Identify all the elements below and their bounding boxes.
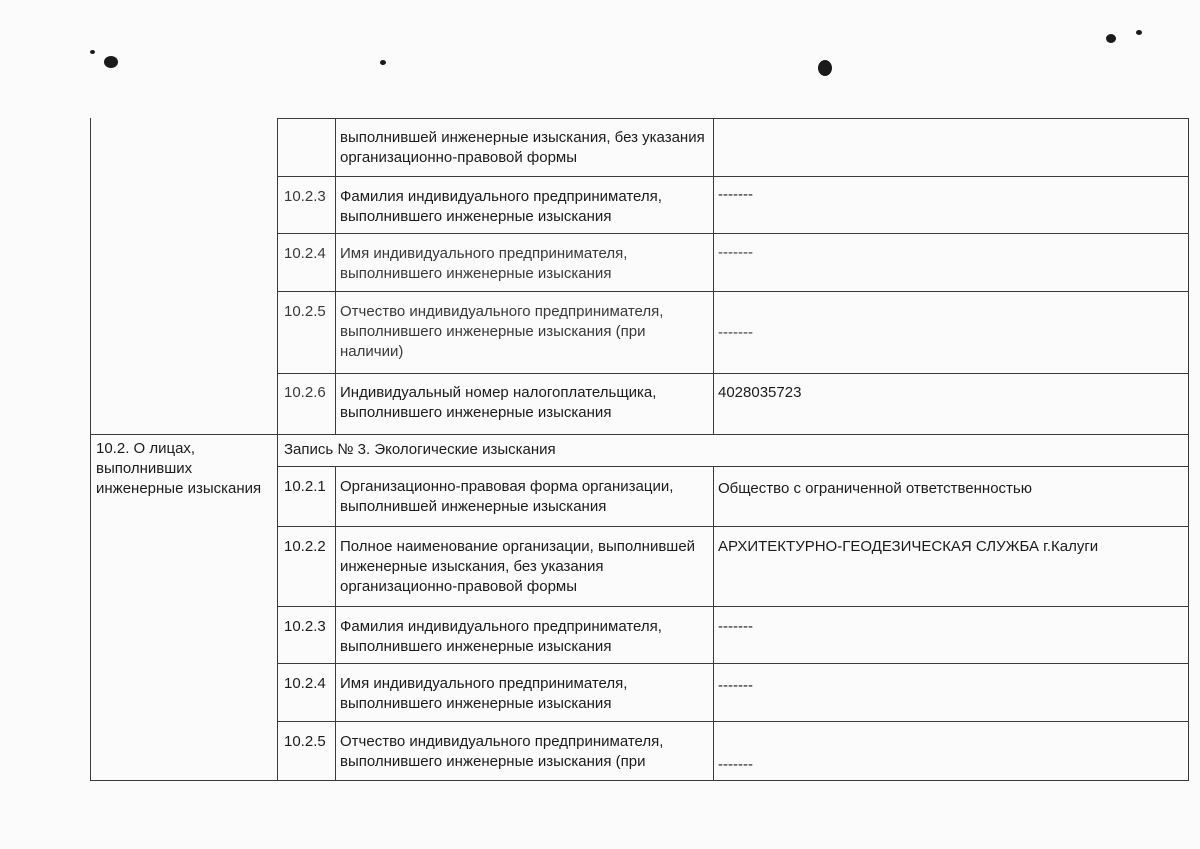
table-border [277, 606, 1189, 607]
ink-speck [1136, 30, 1142, 35]
row-number: 10.2.6 [284, 384, 326, 401]
row-label: Имя индивидуального предпринимателя, выполнившего инженерные изыскания [340, 675, 628, 712]
row-label: Полное наименование организации, выполнившей инженерные изыскания, без указания организационно-правовой формы [340, 538, 696, 595]
row-label: Отчество индивидуального предпринимателя, выполнившего инженерные изыскания (при наличии) [340, 303, 664, 360]
table-border [90, 434, 1189, 435]
table-border [277, 663, 1189, 664]
row-value: АРХИТЕКТУРНО-ГЕОДЕЗИЧЕСКАЯ СЛУЖБА г.Калуги [718, 538, 1099, 555]
table-border [277, 118, 278, 780]
row-value: ------- [718, 677, 753, 694]
row-number: 10.2.5 [284, 303, 326, 320]
row-number: 10.2.4 [284, 675, 326, 692]
row-number: 10.2.3 [284, 188, 326, 205]
row-number: 10.2.3 [284, 618, 326, 635]
row-value: ------- [718, 324, 753, 341]
ink-speck [380, 60, 386, 65]
table-border [277, 721, 1189, 722]
section-label: 10.2. О лицах, выполнивших инженерные изыскания [96, 440, 262, 497]
row-value: 4028035723 [718, 384, 802, 401]
row-value: Общество с ограниченной ответственностью [718, 480, 1032, 497]
row-label: выполнившей инженерные изыскания, без указания организационно-правовой формы [340, 129, 705, 166]
table-border [277, 526, 1189, 527]
table-border [277, 466, 1189, 467]
table-border [277, 118, 1189, 119]
ink-speck [104, 56, 118, 68]
row-value: ------- [718, 756, 753, 773]
row-label: Организационно-правовая форма организации, выполнившей инженерные изыскания [340, 478, 674, 515]
row-label: Индивидуальный номер налогоплательщика, выполнившего инженерные изыскания [340, 384, 657, 421]
record-title: Запись № 3. Экологические изыскания [284, 441, 556, 458]
row-label: Отчество индивидуального предпринимателя, выполнившего инженерные изыскания (при [340, 733, 664, 770]
table-border [90, 118, 91, 780]
row-label: Фамилия индивидуального предпринимателя, выполнившего инженерные изыскания [340, 618, 662, 655]
table-border [277, 176, 1189, 177]
table-border [713, 118, 714, 434]
table-border [277, 373, 1189, 374]
row-label: Фамилия индивидуального предпринимателя, выполнившего инженерные изыскания [340, 188, 662, 225]
table-border [277, 233, 1189, 234]
ink-speck [1106, 34, 1116, 43]
table-border [90, 780, 1189, 781]
table-border [277, 291, 1189, 292]
ink-speck [90, 50, 95, 54]
row-number: 10.2.5 [284, 733, 326, 750]
row-number: 10.2.2 [284, 538, 326, 555]
table-border [713, 466, 714, 780]
row-value: ------- [718, 186, 753, 203]
row-value: ------- [718, 618, 753, 635]
row-number: 10.2.1 [284, 478, 326, 495]
row-label: Имя индивидуального предпринимателя, выполнившего инженерные изыскания [340, 245, 628, 282]
row-value: ------- [718, 244, 753, 261]
row-number: 10.2.4 [284, 245, 326, 262]
table-border [1188, 118, 1189, 780]
ink-speck [818, 60, 832, 76]
